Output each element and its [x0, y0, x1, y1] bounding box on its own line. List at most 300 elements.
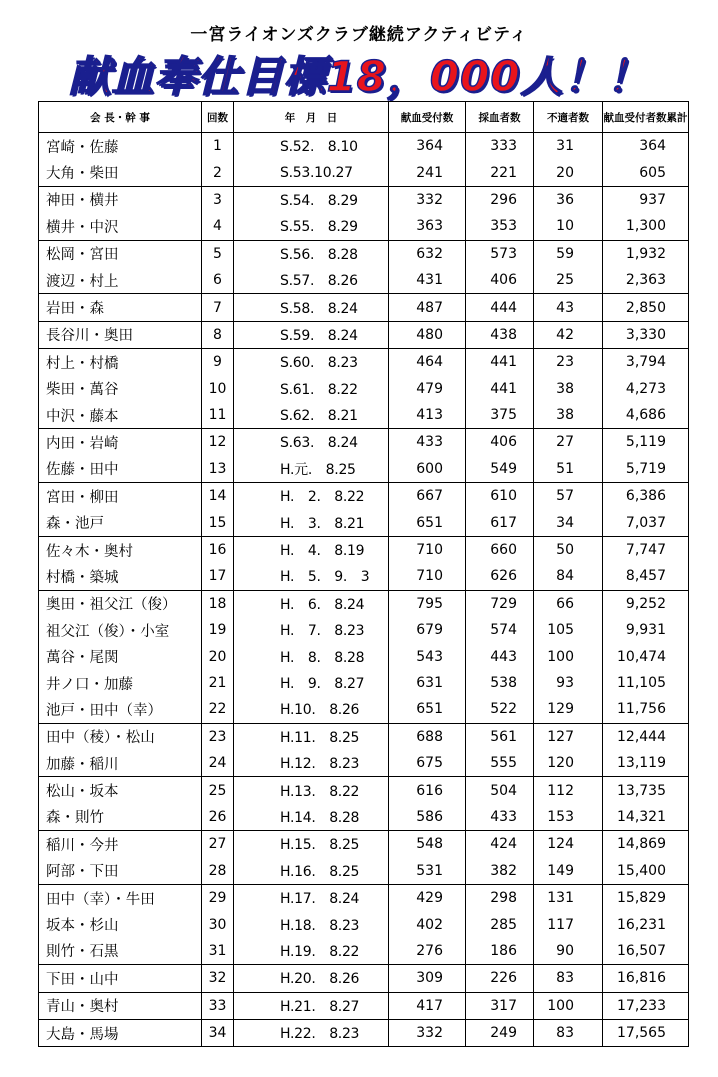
count-cell: 32: [202, 965, 234, 992]
officer-names-cell: [39, 617, 202, 643]
officer-names-text: 村上・村橋: [46, 355, 119, 372]
collected-cell: 249: [466, 1019, 534, 1046]
officer-names-cell: [39, 536, 202, 563]
collected-cell: 504: [466, 777, 534, 804]
received-cell: 363: [389, 213, 466, 240]
received-cell: 548: [389, 831, 466, 858]
officer-names-text: 中沢・藤本: [46, 408, 119, 425]
received-cell: 431: [389, 267, 466, 294]
count-cell: 10: [202, 376, 234, 402]
cumulative-cell: 14,869: [603, 831, 689, 858]
officer-names-cell: [39, 696, 202, 723]
column-header-rejected: 不適者数: [534, 102, 603, 133]
count-cell: 18: [202, 590, 234, 617]
date-cell: H.14. 8.28: [234, 804, 389, 831]
cumulative-cell: 14,321: [603, 804, 689, 831]
rejected-cell: 38: [534, 402, 603, 429]
cumulative-cell: 17,233: [603, 992, 689, 1019]
officer-names-text: 大角・柴田: [46, 166, 119, 183]
rejected-cell: 120: [534, 750, 603, 777]
cumulative-cell: 16,231: [603, 911, 689, 937]
cumulative-cell: 4,273: [603, 376, 689, 402]
officer-names-text: 内田・岩崎: [46, 435, 119, 452]
cumulative-cell: 3,794: [603, 349, 689, 376]
officer-names-cell: [39, 643, 202, 669]
cumulative-cell: 13,735: [603, 777, 689, 804]
cumulative-cell: 364: [603, 133, 689, 160]
cumulative-cell: 2,363: [603, 267, 689, 294]
officer-names-text: 森・池戸: [46, 516, 104, 533]
officer-names-text: 池戸・田中（幸）: [46, 702, 162, 719]
received-cell: 651: [389, 509, 466, 536]
received-cell: 464: [389, 349, 466, 376]
received-cell: 586: [389, 804, 466, 831]
received-cell: 651: [389, 696, 466, 723]
date-cell: S.56. 8.28: [234, 240, 389, 267]
officer-names-text: 宮田・柳田: [46, 489, 119, 506]
column-header-count: 回数: [202, 102, 234, 133]
received-cell: 413: [389, 402, 466, 429]
cumulative-cell: 8,457: [603, 563, 689, 590]
table-row: [39, 670, 689, 696]
rejected-cell: 59: [534, 240, 603, 267]
table-row: [39, 723, 689, 750]
rejected-cell: 27: [534, 429, 603, 456]
rejected-cell: 127: [534, 723, 603, 750]
cumulative-cell: 16,816: [603, 965, 689, 992]
count-cell: 29: [202, 884, 234, 911]
officer-names-text: 大島・馬場: [46, 1026, 119, 1043]
count-cell: 15: [202, 509, 234, 536]
received-cell: 402: [389, 911, 466, 937]
collected-cell: 561: [466, 723, 534, 750]
count-cell: 31: [202, 938, 234, 965]
count-cell: 17: [202, 563, 234, 590]
date-cell: H.15. 8.25: [234, 831, 389, 858]
officer-names-text: 柴田・萬谷: [46, 382, 119, 399]
count-cell: 24: [202, 750, 234, 777]
table-row: [39, 429, 689, 456]
received-cell: 480: [389, 321, 466, 348]
table-row: [39, 992, 689, 1019]
rejected-cell: 57: [534, 483, 603, 510]
table-row: [39, 376, 689, 402]
received-cell: 600: [389, 456, 466, 483]
table-row: [39, 1019, 689, 1046]
collected-cell: 353: [466, 213, 534, 240]
rejected-cell: 50: [534, 536, 603, 563]
rejected-cell: 129: [534, 696, 603, 723]
date-cell: S.55. 8.29: [234, 213, 389, 240]
officer-names-text: 田中（幸）・牛田: [46, 891, 155, 908]
officer-names-cell: [39, 992, 202, 1019]
rejected-cell: 42: [534, 321, 603, 348]
officer-names-text: 岩田・森: [46, 301, 104, 318]
collected-cell: 443: [466, 643, 534, 669]
collected-cell: 573: [466, 240, 534, 267]
table-row: [39, 750, 689, 777]
date-cell: H.21. 8.27: [234, 992, 389, 1019]
officer-names-cell: [39, 965, 202, 992]
date-cell: H. 2. 8.22: [234, 483, 389, 510]
collected-cell: 296: [466, 186, 534, 213]
officer-names-text: 松岡・宮田: [46, 247, 119, 264]
cumulative-cell: 9,252: [603, 590, 689, 617]
officer-names-text: 佐々木・奥村: [46, 543, 133, 560]
officer-names-cell: [39, 1019, 202, 1046]
received-cell: 479: [389, 376, 466, 402]
received-cell: 688: [389, 723, 466, 750]
cumulative-cell: 11,105: [603, 670, 689, 696]
date-cell: H. 8. 8.28: [234, 643, 389, 669]
received-cell: 417: [389, 992, 466, 1019]
received-cell: 632: [389, 240, 466, 267]
rejected-cell: 31: [534, 133, 603, 160]
date-cell: S.58. 8.24: [234, 294, 389, 321]
date-cell: S.63. 8.24: [234, 429, 389, 456]
rejected-cell: 112: [534, 777, 603, 804]
table-row: [39, 858, 689, 885]
received-cell: 531: [389, 858, 466, 885]
received-cell: 309: [389, 965, 466, 992]
table-row: [39, 777, 689, 804]
cumulative-cell: 7,747: [603, 536, 689, 563]
received-cell: 276: [389, 938, 466, 965]
collected-cell: 444: [466, 294, 534, 321]
officer-names-text: 阿部・下田: [46, 864, 119, 881]
collected-cell: 574: [466, 617, 534, 643]
count-cell: 28: [202, 858, 234, 885]
date-cell: S.59. 8.24: [234, 321, 389, 348]
rejected-cell: 66: [534, 590, 603, 617]
cumulative-cell: 4,686: [603, 402, 689, 429]
date-cell: S.60. 8.23: [234, 349, 389, 376]
table-row: [39, 563, 689, 590]
received-cell: 616: [389, 777, 466, 804]
table-row: [39, 294, 689, 321]
officer-names-text: 稲川・今井: [46, 837, 119, 854]
date-cell: H. 7. 8.23: [234, 617, 389, 643]
received-cell: 429: [389, 884, 466, 911]
officer-names-cell: [39, 831, 202, 858]
cumulative-cell: 1,932: [603, 240, 689, 267]
collected-cell: 375: [466, 402, 534, 429]
received-cell: 543: [389, 643, 466, 669]
officer-names-cell: [39, 777, 202, 804]
cumulative-cell: 2,850: [603, 294, 689, 321]
rejected-cell: 117: [534, 911, 603, 937]
officer-names-cell: [39, 133, 202, 160]
rejected-cell: 83: [534, 1019, 603, 1046]
count-cell: 25: [202, 777, 234, 804]
date-cell: H. 3. 8.21: [234, 509, 389, 536]
count-cell: 33: [202, 992, 234, 1019]
count-cell: 13: [202, 456, 234, 483]
count-cell: 16: [202, 536, 234, 563]
received-cell: 241: [389, 159, 466, 186]
received-cell: 487: [389, 294, 466, 321]
collected-cell: 438: [466, 321, 534, 348]
count-cell: 20: [202, 643, 234, 669]
count-cell: 6: [202, 267, 234, 294]
collected-cell: 610: [466, 483, 534, 510]
officer-names-text: 佐藤・田中: [46, 462, 119, 479]
table-row: [39, 831, 689, 858]
cumulative-cell: 12,444: [603, 723, 689, 750]
date-cell: H.元. 8.25: [234, 456, 389, 483]
count-cell: 9: [202, 349, 234, 376]
table-row: [39, 159, 689, 186]
count-cell: 1: [202, 133, 234, 160]
club-activity-subtitle: 一宮ライオンズクラブ継続アクティビティ: [190, 25, 528, 45]
collected-cell: 406: [466, 429, 534, 456]
cumulative-cell: 15,400: [603, 858, 689, 885]
collected-cell: 186: [466, 938, 534, 965]
officer-names-text: 祖父江（俊）・小室: [46, 623, 170, 640]
count-cell: 7: [202, 294, 234, 321]
received-cell: 332: [389, 1019, 466, 1046]
date-cell: H.11. 8.25: [234, 723, 389, 750]
collected-cell: 660: [466, 536, 534, 563]
collected-cell: 538: [466, 670, 534, 696]
date-cell: S.62. 8.21: [234, 402, 389, 429]
date-cell: H.10. 8.26: [234, 696, 389, 723]
count-cell: 2: [202, 159, 234, 186]
count-cell: 4: [202, 213, 234, 240]
rejected-cell: 83: [534, 965, 603, 992]
cumulative-cell: 10,474: [603, 643, 689, 669]
cumulative-cell: 15,829: [603, 884, 689, 911]
officer-names-text: 長谷川・奥田: [46, 328, 133, 345]
collected-cell: 226: [466, 965, 534, 992]
cumulative-cell: 5,119: [603, 429, 689, 456]
officer-names-text: 渡辺・村上: [46, 273, 119, 290]
count-cell: 23: [202, 723, 234, 750]
collected-cell: 298: [466, 884, 534, 911]
cumulative-cell: 7,037: [603, 509, 689, 536]
count-cell: 3: [202, 186, 234, 213]
rejected-cell: 105: [534, 617, 603, 643]
count-cell: 21: [202, 670, 234, 696]
count-cell: 19: [202, 617, 234, 643]
rejected-cell: 100: [534, 643, 603, 669]
collected-cell: 317: [466, 992, 534, 1019]
rejected-cell: 149: [534, 858, 603, 885]
date-cell: S.53.10.27: [234, 159, 389, 186]
date-cell: H.12. 8.23: [234, 750, 389, 777]
officer-names-cell: [39, 509, 202, 536]
officer-names-text: 横井・中沢: [46, 219, 119, 236]
table-row: [39, 133, 689, 160]
collected-cell: 617: [466, 509, 534, 536]
column-header-date: 年 月 日: [234, 102, 389, 133]
received-cell: 675: [389, 750, 466, 777]
table-row: [39, 617, 689, 643]
officer-names-text: 村橋・築城: [46, 569, 119, 586]
date-cell: H.22. 8.23: [234, 1019, 389, 1046]
date-cell: S.57. 8.26: [234, 267, 389, 294]
table-row: [39, 240, 689, 267]
rejected-cell: 43: [534, 294, 603, 321]
cumulative-cell: 5,719: [603, 456, 689, 483]
rejected-cell: 34: [534, 509, 603, 536]
officer-names-cell: [39, 240, 202, 267]
officer-names-text: 松山・坂本: [46, 784, 119, 801]
officer-names-text: 森・則竹: [46, 810, 104, 827]
date-cell: H. 9. 8.27: [234, 670, 389, 696]
received-cell: 433: [389, 429, 466, 456]
officer-names-cell: [39, 429, 202, 456]
date-cell: S.61. 8.22: [234, 376, 389, 402]
date-cell: H. 4. 8.19: [234, 536, 389, 563]
collected-cell: 433: [466, 804, 534, 831]
table-row: [39, 509, 689, 536]
collected-cell: 522: [466, 696, 534, 723]
officer-names-text: 井ノ口・加藤: [46, 676, 133, 693]
officer-names-cell: [39, 402, 202, 429]
officer-names-cell: [39, 456, 202, 483]
received-cell: 679: [389, 617, 466, 643]
rejected-cell: 153: [534, 804, 603, 831]
received-cell: 631: [389, 670, 466, 696]
table-row: [39, 186, 689, 213]
table-row: [39, 938, 689, 965]
rejected-cell: 84: [534, 563, 603, 590]
count-cell: 26: [202, 804, 234, 831]
cumulative-cell: 9,931: [603, 617, 689, 643]
collected-cell: 333: [466, 133, 534, 160]
officer-names-cell: [39, 911, 202, 937]
count-cell: 5: [202, 240, 234, 267]
officer-names-cell: [39, 321, 202, 348]
rejected-cell: 93: [534, 670, 603, 696]
received-cell: 795: [389, 590, 466, 617]
officer-names-cell: [39, 750, 202, 777]
table-header-row: [39, 102, 689, 133]
rejected-cell: 23: [534, 349, 603, 376]
collected-cell: 626: [466, 563, 534, 590]
count-cell: 34: [202, 1019, 234, 1046]
collected-cell: 285: [466, 911, 534, 937]
officer-names-cell: [39, 858, 202, 885]
officer-names-cell: [39, 884, 202, 911]
officer-names-cell: [39, 186, 202, 213]
table-row: [39, 590, 689, 617]
received-cell: 667: [389, 483, 466, 510]
officer-names-text: 田中（稜）・松山: [46, 730, 155, 747]
count-cell: 30: [202, 911, 234, 937]
date-cell: H.16. 8.25: [234, 858, 389, 885]
officer-names-cell: [39, 267, 202, 294]
cumulative-cell: 16,507: [603, 938, 689, 965]
date-cell: H. 5. 9. 3: [234, 563, 389, 590]
collected-cell: 729: [466, 590, 534, 617]
collected-cell: 424: [466, 831, 534, 858]
collected-cell: 441: [466, 349, 534, 376]
cumulative-cell: 6,386: [603, 483, 689, 510]
blood-donation-goal-banner: 献血奉仕目標18，000人！！: [68, 52, 650, 101]
rejected-cell: 20: [534, 159, 603, 186]
officer-names-cell: [39, 590, 202, 617]
cumulative-cell: 13,119: [603, 750, 689, 777]
table-row: [39, 536, 689, 563]
rejected-cell: 131: [534, 884, 603, 911]
table-row: [39, 911, 689, 937]
officer-names-cell: [39, 294, 202, 321]
table-row: [39, 456, 689, 483]
officer-names-text: 坂本・杉山: [46, 918, 119, 935]
officer-names-text: 青山・奥村: [46, 999, 119, 1016]
table-row: [39, 267, 689, 294]
column-header-collected: 採血者数: [466, 102, 534, 133]
received-cell: 710: [389, 563, 466, 590]
table-row: [39, 696, 689, 723]
rejected-cell: 124: [534, 831, 603, 858]
officer-names-cell: [39, 804, 202, 831]
officer-names-text: 下田・山中: [46, 971, 119, 988]
officer-names-cell: [39, 376, 202, 402]
count-cell: 14: [202, 483, 234, 510]
officer-names-text: 宮崎・佐藤: [46, 139, 119, 156]
column-header-cumulative: 献血受付者数累計: [603, 102, 689, 133]
rejected-cell: 51: [534, 456, 603, 483]
cumulative-cell: 1,300: [603, 213, 689, 240]
cumulative-cell: 937: [603, 186, 689, 213]
officer-names-cell: [39, 349, 202, 376]
column-header-received: 献血受付数: [389, 102, 466, 133]
rejected-cell: 10: [534, 213, 603, 240]
collected-cell: 406: [466, 267, 534, 294]
table-row: [39, 884, 689, 911]
officer-names-cell: [39, 723, 202, 750]
cumulative-cell: 3,330: [603, 321, 689, 348]
officer-names-cell: [39, 159, 202, 186]
cumulative-cell: 17,565: [603, 1019, 689, 1046]
table-row: [39, 483, 689, 510]
rejected-cell: 100: [534, 992, 603, 1019]
date-cell: H.18. 8.23: [234, 911, 389, 937]
count-cell: 27: [202, 831, 234, 858]
collected-cell: 555: [466, 750, 534, 777]
rejected-cell: 90: [534, 938, 603, 965]
date-cell: H.20. 8.26: [234, 965, 389, 992]
collected-cell: 441: [466, 376, 534, 402]
count-cell: 22: [202, 696, 234, 723]
received-cell: 710: [389, 536, 466, 563]
rejected-cell: 25: [534, 267, 603, 294]
date-cell: H. 6. 8.24: [234, 590, 389, 617]
officer-names-cell: [39, 213, 202, 240]
officer-names-text: 則竹・石黒: [46, 944, 119, 961]
table-row: [39, 804, 689, 831]
officer-names-cell: [39, 670, 202, 696]
officer-names-cell: [39, 563, 202, 590]
date-cell: S.54. 8.29: [234, 186, 389, 213]
count-cell: 8: [202, 321, 234, 348]
officer-names-text: 神田・横井: [46, 193, 119, 210]
rejected-cell: 38: [534, 376, 603, 402]
table-row: [39, 965, 689, 992]
date-cell: H.17. 8.24: [234, 884, 389, 911]
blood-donation-record-table: [38, 101, 689, 1047]
table-row: [39, 213, 689, 240]
collected-cell: 382: [466, 858, 534, 885]
count-cell: 11: [202, 402, 234, 429]
table-row: [39, 321, 689, 348]
table-row: [39, 643, 689, 669]
cumulative-cell: 605: [603, 159, 689, 186]
collected-cell: 221: [466, 159, 534, 186]
